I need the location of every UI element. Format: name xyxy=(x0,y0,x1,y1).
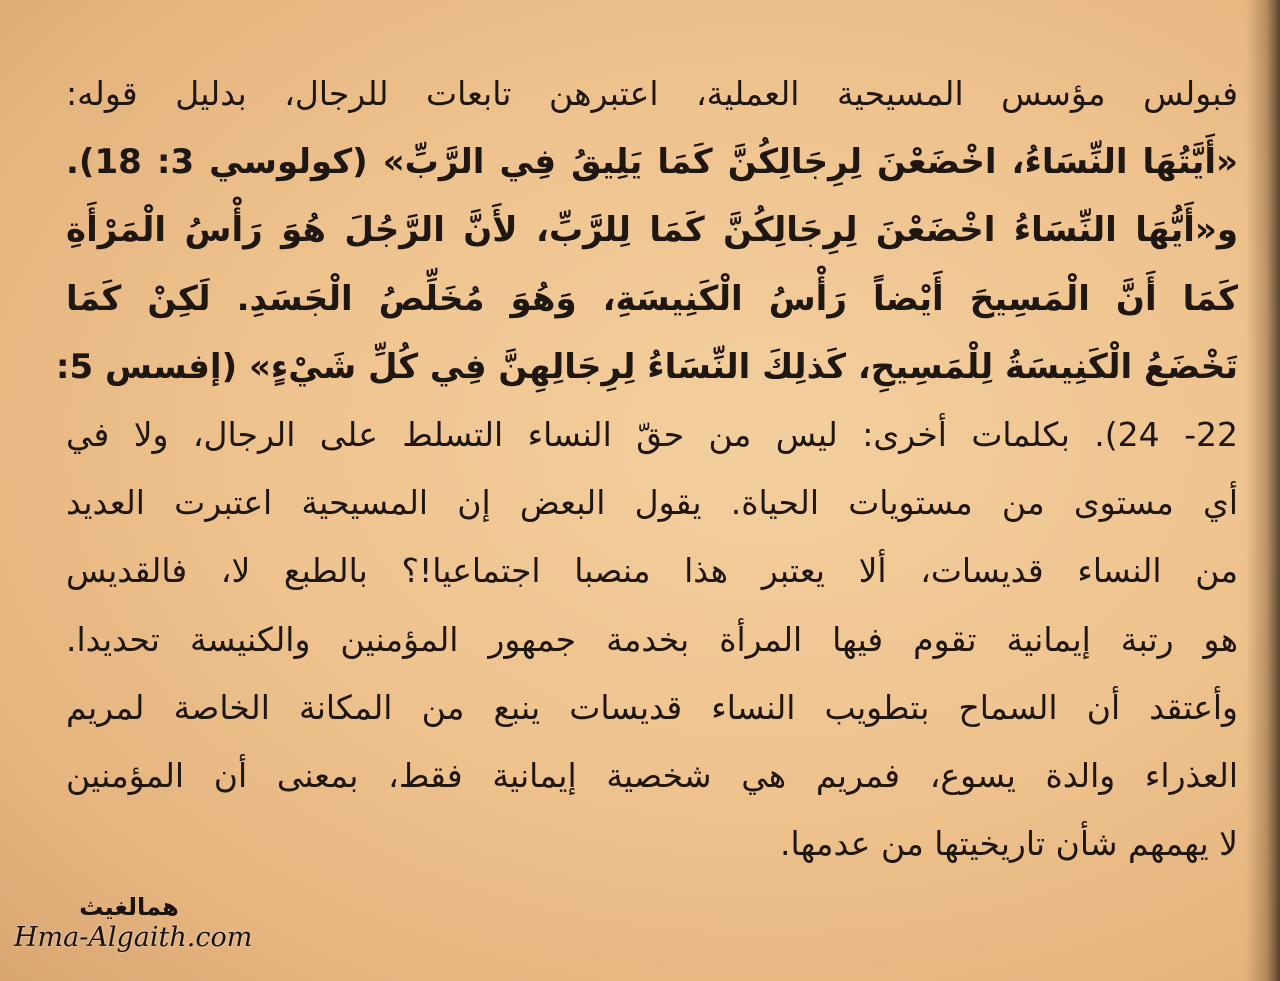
text-line-11: العذراء والدة يسوع، فمريم هي شخصية إيمانية فقط، بمعنى أن المؤمنين xyxy=(66,755,1238,795)
text-line-7: أي مستوى من مستويات الحياة. يقول البعض إن المسيحية اعتبرت العديد xyxy=(66,483,1238,523)
text-line-5-quote: تَخْضَعُ الْكَنِيسَةُ لِلْمَسِيحِ، كَذلِكَ النِّسَاءُ لِرِجَالِهِنَّ فِي كُلِّ شَيْءٍ» (إفسس 5: xyxy=(55,346,1238,387)
text-line-1: فبولس مؤسس المسيحية العملية، اعتبرهن تابعات للرجال، بدليل قوله: xyxy=(66,74,1238,113)
text-line-12: لا يهمهم شأن تاريخيتها من عدمها. xyxy=(780,824,1238,864)
text-line-9: هو رتبة إيمانية تقوم فيها المرأة بخدمة جمهور المؤمنين والكنيسة تحديدا. xyxy=(66,619,1238,659)
text-line-4-quote: كَمَا أَنَّ الْمَسِيحَ أَيْضاً رَأْسُ الْكَنِيسَةِ، وَهُوَ مُخَلِّصُ الْجَسَدِ. لَكِنْ كَمَا xyxy=(66,278,1238,319)
text-line-6: 22- 24). بكلمات أخرى: ليس من حقّ النساء التسلط على الرجال، ولا في xyxy=(66,414,1238,454)
text-line-3-quote: و«أَيُّهَا النِّسَاءُ اخْضَعْنَ لِرِجَالِكُنَّ كَمَا لِلرَّبِّ، لأَنَّ الرَّجُلَ هُوَ رَأْسُ الْمَرْأَةِ xyxy=(66,210,1238,251)
page-edge-shadow xyxy=(1246,0,1280,981)
text-line-8: من النساء قديسات، ألا يعتبر هذا منصبا اجتماعيا!؟ بالطبع لا، فالقديس xyxy=(66,551,1238,591)
book-page-text xyxy=(55,60,1239,878)
text-line-2-quote: «أَيَّتُهَا النِّسَاءُ، اخْضَعْنَ لِرِجَالِكُنَّ كَمَا يَلِيقُ فِي الرَّبِّ» (كولوسي 3: 18). xyxy=(66,142,1239,183)
watermark-arabic: همالغيث xyxy=(79,893,179,921)
text-line-10: وأعتقد أن السماح بتطويب النساء قديسات ينبع من المكانة الخاصة لمريم xyxy=(66,687,1238,727)
watermark-url: Hma-Algaith.com xyxy=(14,922,253,953)
watermark xyxy=(14,893,284,955)
